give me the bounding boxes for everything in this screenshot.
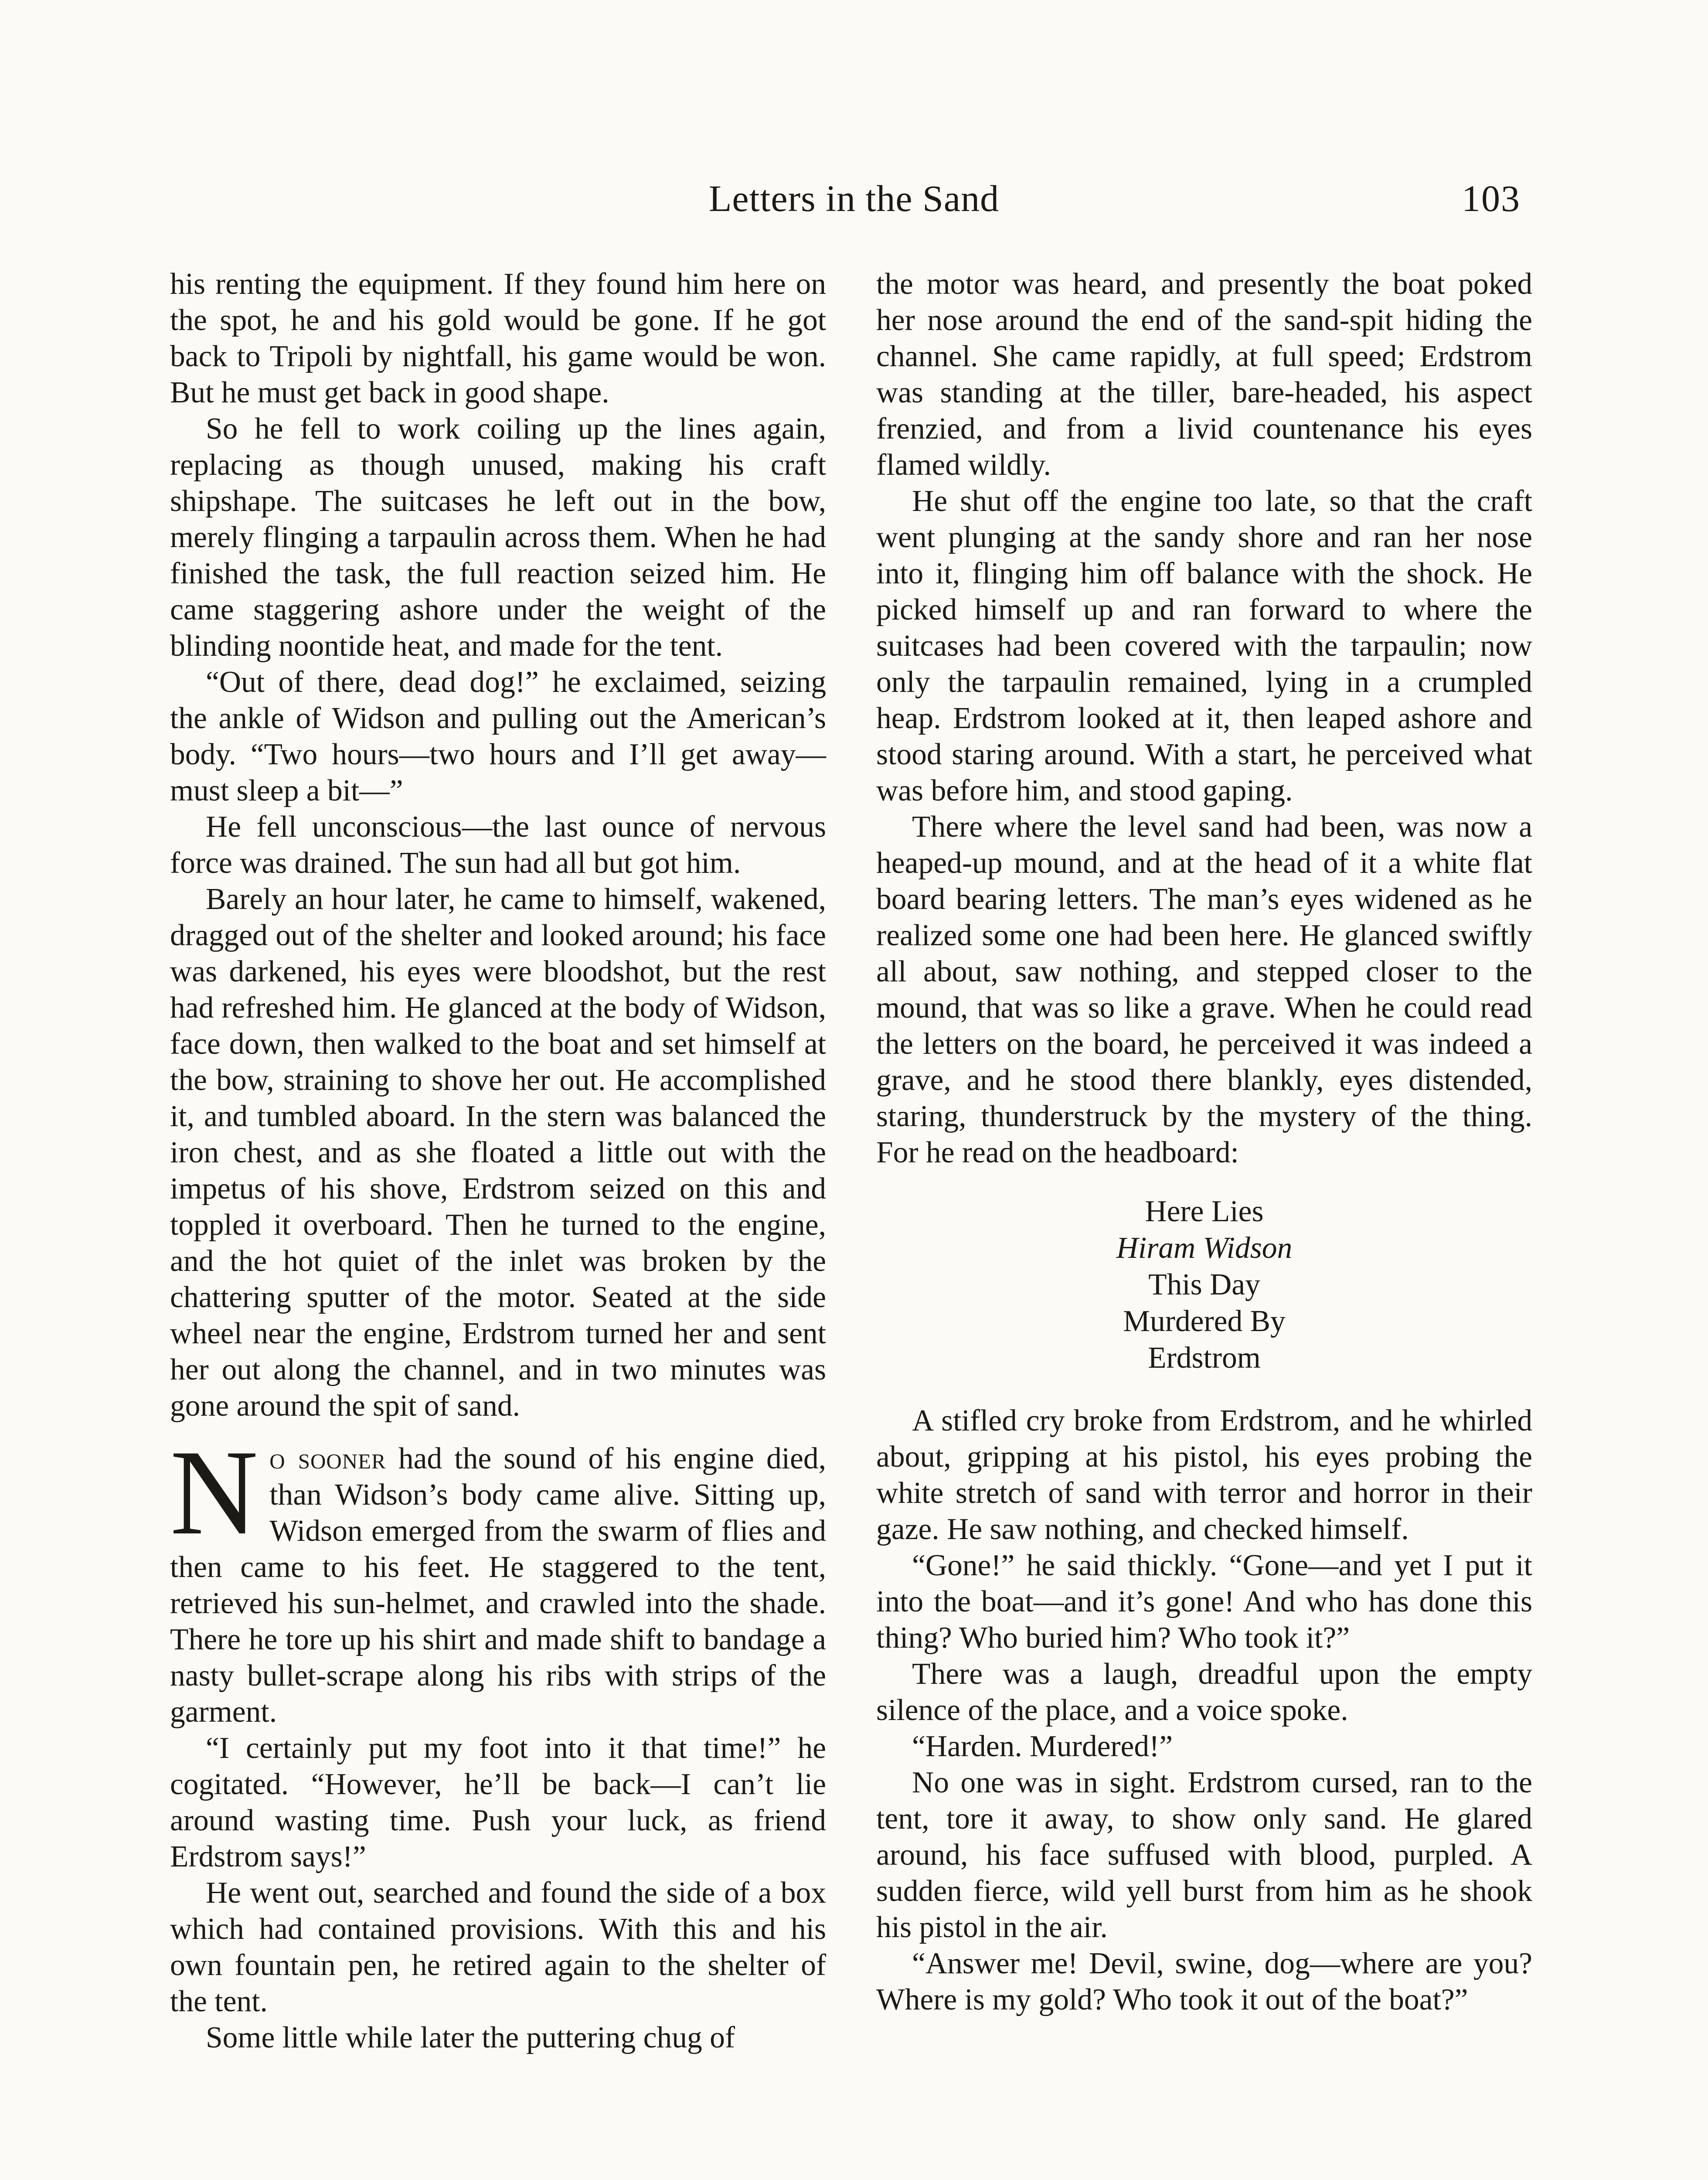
- lead-in-small-caps: o sooner: [269, 1442, 386, 1475]
- paragraph-with-drop-cap: [170, 1424, 826, 1730]
- epitaph-line: Here Lies: [1145, 1195, 1264, 1228]
- paragraph: “Answer me! Devil, swine, dog—where are you? Where is my gold? Who took it out of the boat?”: [876, 1947, 1532, 2016]
- right-column: [876, 266, 1532, 2018]
- left-column: [170, 266, 826, 2056]
- paragraph: Barely an hour later, he came to himself, wakened, dragged out of the shelter and looked around; his face was darkened, his eyes were bloodshot, but the rest had refreshed him. He glanced at the body of Widson, face down, then walked to the boat and set himself at the bow, straining to shove her out. He accomplished it, and tumbled aboard. In the stern was balanced the iron chest, and as she floated a little out with the impetus of his shove, Erdstrom seized on this and toppled it overboard. Then he turned to the engine, and the hot quiet of the inlet was broken by the chattering sputter of the motor. Seated at the side wheel near the engine, Erdstrom turned her and sent her out along the channel, and in two minutes was gone around the spit of sand.: [170, 882, 826, 1423]
- paragraph: his renting the equipment. If they found him here on the spot, he and his gold would be gone. If he got back to Tripoli by nightfall, his game would be won. But he must get back in good shape.: [170, 267, 826, 409]
- epitaph-line: Erdstrom: [1148, 1341, 1261, 1375]
- page-number: 103: [1462, 177, 1521, 219]
- epitaph-line: This Day: [1148, 1268, 1260, 1301]
- paragraph: A stifled cry broke from Erdstrom, and he whirled about, gripping at his pistol, his eyes probing the white stretch of sand with terror and horror in their gaze. He saw nothing, and checked himself.: [876, 1404, 1532, 1546]
- paragraph: “Gone!” he said thickly. “Gone—and yet I put it into the boat—and it’s gone! And who has done this thing? Who buried him? Who took it?”: [876, 1549, 1532, 1655]
- drop-cap: N: [170, 1424, 259, 1560]
- paragraph: There where the level sand had been, was now a heaped-up mound, and at the head of it a white flat board bearing letters. The man’s eyes widened as he realized some one had been here. He glanced swiftly all about, saw nothing, and stepped closer to the mound, that was so like a grave. When he could read the letters on the board, he perceived it was indeed a grave, and he stood there blankly, eyes distended, staring, thunderstruck by the mystery of the thing. For he read on the headboard:: [876, 810, 1532, 1169]
- paragraph: “I certainly put my foot into it that time!” he cogitated. “However, he’ll be back—I can’t lie around wasting time. Push your luck, as friend Erdstrom says!”: [170, 1731, 826, 1873]
- headboard-epitaph: [876, 1193, 1532, 1376]
- paragraph: He went out, searched and found the side of a box which had contained provisions. With this and his own fountain pen, he retired again to the shelter of the tent.: [170, 1876, 826, 2018]
- paragraph: No one was in sight. Erdstrom cursed, ran to the tent, tore it away, to show only sand. He glared around, his face suffused with blood, purpled. A sudden fierce, wild yell burst from him as he shook his pistol in the air.: [876, 1766, 1532, 1944]
- paragraph: He shut off the engine too late, so that the craft went plunging at the sandy shore and ran her nose into it, flinging him off balance with the shock. He picked himself up and ran forward to where the suitcases had been covered with the tarpaulin; now only the tarpaulin remained, lying in a crumpled heap. Erdstrom looked at it, then leaped ashore and stood staring around. With a start, he perceived what was before him, and stood gaping.: [876, 484, 1532, 807]
- page-header: [0, 177, 1708, 225]
- paragraph: So he fell to work coiling up the lines again, replacing as though unused, making his craft shipshape. The suitcases he left out in the bow, merely flinging a tarpaulin across them. When he had finished the task, the full reaction seized him. He came staggering ashore under the weight of the blinding noontide heat, and made for the tent.: [170, 412, 826, 663]
- section-break: [170, 1424, 826, 1441]
- epitaph-name: Hiram Widson: [1116, 1231, 1293, 1265]
- running-title: Letters in the Sand: [708, 177, 1000, 219]
- paragraph-text: had the sound of his engine died, than Widson’s body came alive. Sitting up, Widson emerged from the swarm of flies and then came to his feet. He staggered to the tent, retrieved his sun-helmet, and crawled into the shade. There he tore up his shirt and made shift to bandage a nasty bullet-scrape along his ribs with strips of the garment.: [170, 1442, 826, 1729]
- paragraph: He fell unconscious—the last ounce of nervous force was drained. The sun had all but got him.: [170, 810, 826, 880]
- paragraph: the motor was heard, and presently the boat poked her nose around the end of the sand-spit hiding the channel. She came rapidly, at full speed; Erdstrom was standing at the tiller, bare-headed, his aspect frenzied, and from a livid countenance his eyes flamed wildly.: [876, 267, 1532, 482]
- epitaph-line: Murdered By: [1123, 1305, 1286, 1338]
- paragraph: “Out of there, dead dog!” he exclaimed, seizing the ankle of Widson and pulling out the American’s body. “Two hours—two hours and I’ll get away—must sleep a bit—”: [170, 665, 826, 807]
- paragraph: “Harden. Murdered!”: [912, 1730, 1173, 1763]
- paragraph: There was a laugh, dreadful upon the empty silence of the place, and a voice spoke.: [876, 1657, 1532, 1727]
- paragraph: Some little while later the puttering chug of: [206, 2021, 735, 2054]
